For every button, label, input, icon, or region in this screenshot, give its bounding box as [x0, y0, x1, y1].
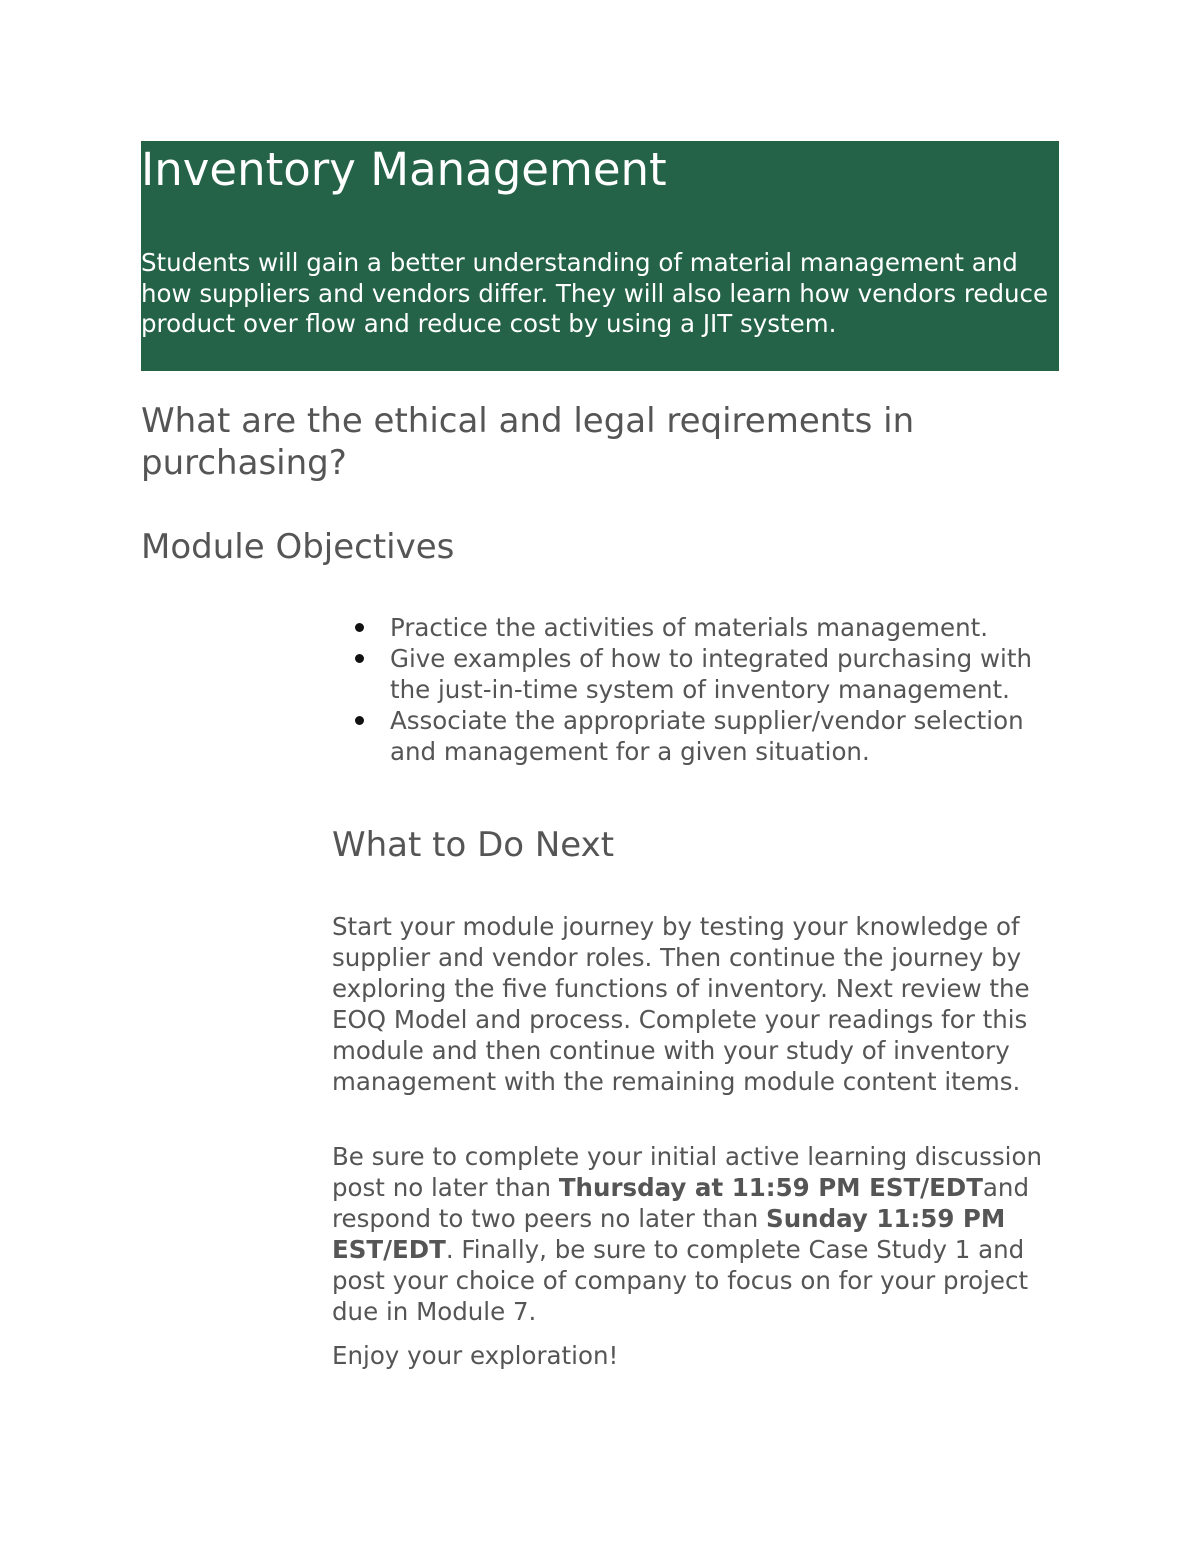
bullet-icon	[355, 623, 364, 632]
objective-item	[345, 705, 1045, 767]
deadline-paragraph	[332, 1141, 1050, 1327]
deadline-text: Be sure to complete your initial active learning discussion post no later than	[332, 1142, 1042, 1202]
objectives-heading: Module Objectives	[141, 527, 455, 567]
discussion-deadline: Thursday at 11:59 PM EST/EDT	[558, 1173, 983, 1202]
objectives-list	[345, 612, 1045, 767]
deadline-text: . Finally, be sure to complete Case Study 1 and post your choice of company to focus on for your project due in Module 7.	[332, 1235, 1029, 1326]
reply-deadline: Sunday 11:59 PM EST/EDT	[332, 1204, 1006, 1264]
page-title: Inventory Management	[141, 143, 667, 196]
next-steps-paragraph: Start your module journey by testing your knowledge of supplier and vendor roles. Then continue the journey by exploring the five functions of inventory. Next review the EOQ Model and process. Complete your readings for this module and then continue with your study of inventory management with the remaining module content items.	[332, 912, 1030, 1096]
module-description: Students will gain a better understanding of material management and how suppliers and vendors differ. They will also learn how vendors reduce product over flow and reduce cost by using a JIT system.	[141, 248, 1049, 338]
bullet-icon	[355, 716, 364, 725]
module-banner	[141, 141, 1059, 371]
deadline-text: and respond to two peers no later than	[332, 1173, 1029, 1233]
objective-text: Give examples of how to integrated purchasing with the just-in-time system of inventory management.	[390, 644, 1033, 704]
module-question: What are the ethical and legal reqirements in purchasing?	[141, 401, 915, 483]
objective-item	[345, 612, 1045, 643]
closing-line: Enjoy your exploration!	[332, 1341, 619, 1370]
bullet-icon	[355, 654, 364, 663]
objective-text: Practice the activities of materials management.	[390, 613, 989, 642]
objective-text: Associate the appropriate supplier/vendor selection and management for a given situation.	[390, 706, 1024, 766]
next-steps-heading: What to Do Next	[332, 825, 615, 865]
objective-item	[345, 643, 1045, 705]
